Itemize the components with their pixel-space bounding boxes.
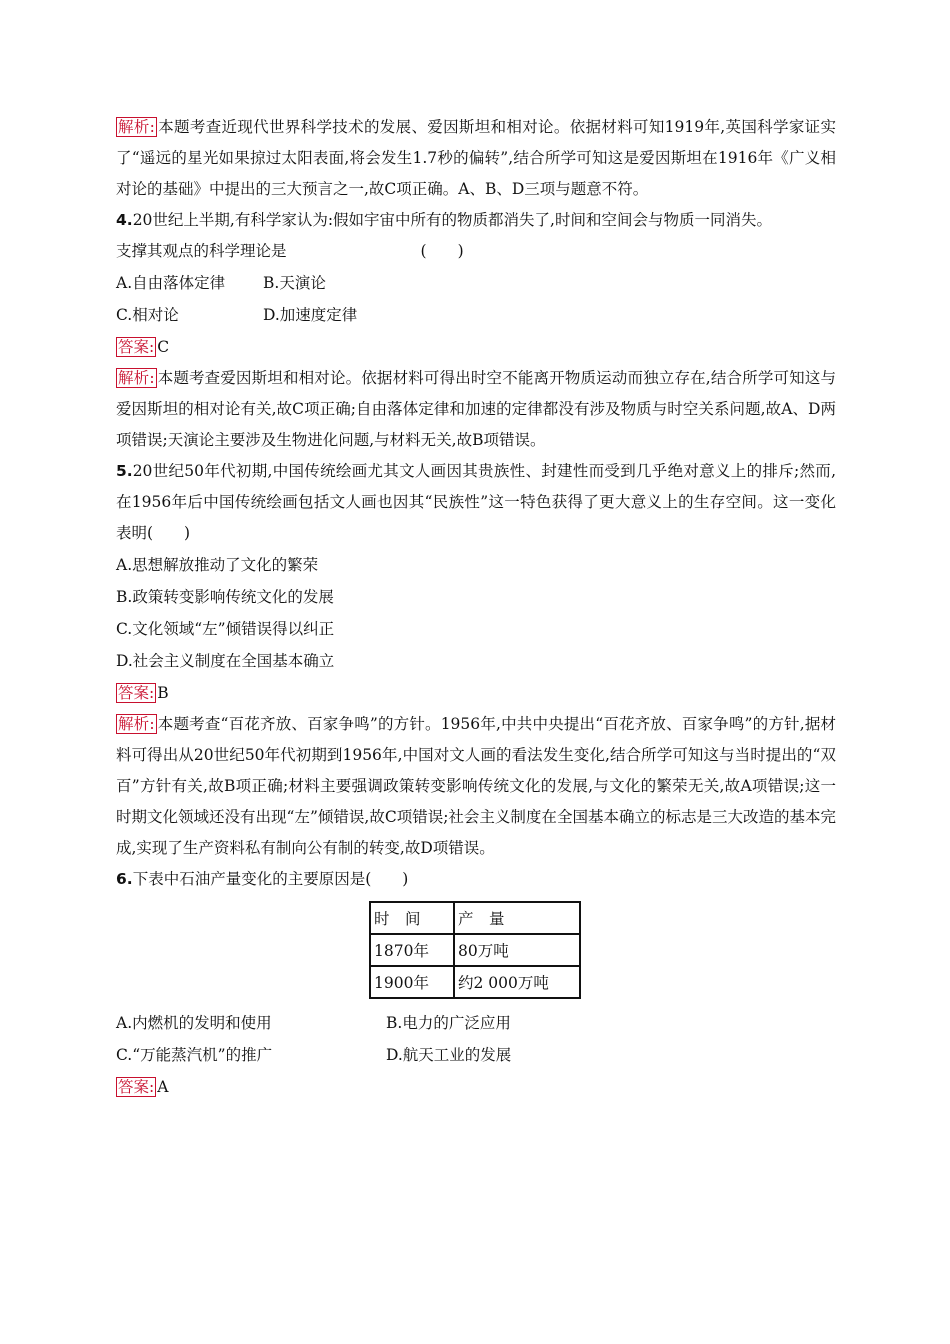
answer-tag: 答案: — [118, 684, 155, 702]
q6-answer-value: A — [157, 1078, 169, 1096]
table-header-row — [370, 902, 580, 934]
q6-options-row2 — [116, 1039, 836, 1071]
q5-option-a: A.思想解放推动了文化的繁荣 — [116, 556, 319, 574]
q6-options-row1 — [116, 1007, 836, 1039]
q5-analysis-text: 本题考查“百花齐放、百家争鸣”的方针。1956年,中共中央提出“百花齐放、百家争鸣”的方针,据材料可得出从20世纪50年代初期到1956年,中国对文人画的看法发生变化,结合所学可知这与当时提出的“双百”方针有关,故B项正确;材料主要强调政策转变影响传统文化的发展,与文化的繁荣无关,故A项错误;这一时期文化领域还没有出现“左”倾错误,故C项错误;社会主义制度在全国基本确立的标志是三大改造的基本完成,实现了生产资料私有制向公有制的转变,故D项错误。 — [116, 715, 837, 857]
table-cell: 1870年 — [370, 934, 454, 966]
q4-answer-value: C — [157, 338, 170, 356]
q5-stem-text: 20世纪50年代初期,中国传统绘画尤其文人画因其贵族性、封建性而受到几乎绝对意义上的排斥;然而,在1956年后中国传统绘画包括文人画也因其“民族性”这一特色获得了更大意义上的生存空间。这一变化表明( ) — [116, 462, 836, 542]
q5-option-b: B.政策转变影响传统文化的发展 — [116, 588, 334, 606]
answer-tag: 答案: — [118, 1078, 155, 1096]
analysis-tag: 解析: — [118, 715, 155, 733]
q6-option-a: A.内燃机的发明和使用 — [116, 1014, 272, 1032]
q6-stem-text: 下表中石油产量变化的主要原因是( ) — [132, 870, 409, 888]
analysis-tag: 解析: — [118, 369, 155, 387]
q4-stem-text2: 支撑其观点的科学理论是 — [116, 242, 287, 260]
q4-options-row2 — [116, 299, 836, 331]
table-header-output: 产 量 — [454, 902, 580, 934]
q4-option-b: B.天演论 — [263, 274, 326, 292]
document-page — [116, 112, 836, 1103]
q5-number: 5. — [116, 462, 133, 480]
q4-stem-line2 — [116, 236, 836, 267]
q6-answer — [116, 1071, 836, 1103]
answer-tag: 答案: — [118, 338, 155, 356]
q5-option-c: C.文化领域“左”倾错误得以纠正 — [116, 620, 335, 638]
q5-answer — [116, 677, 836, 709]
q4-stem-text1: 20世纪上半期,有科学家认为:假如宇宙中所有的物质都消失了,时间和空间会与物质一同消失。 — [132, 211, 772, 229]
q4-option-d: D.加速度定律 — [263, 306, 358, 324]
q4-analysis — [116, 363, 836, 456]
analysis-tag: 解析: — [118, 118, 155, 136]
q6-option-c: C.“万能蒸汽机”的推广 — [116, 1046, 273, 1064]
q4-stem-line1 — [116, 205, 836, 236]
q4-paren: ( ) — [420, 242, 464, 260]
table-row — [370, 934, 580, 966]
q4-options-row1 — [116, 267, 836, 299]
oil-production-table — [369, 901, 581, 999]
q4-answer — [116, 331, 836, 363]
q3-analysis-text: 本题考查近现代世界科学技术的发展、爱因斯坦和相对论。依据材料可知1919年,英国科学家证实了“遥远的星光如果掠过太阳表面,将会发生1.7秒的偏转”,结合所学可知这是爱因斯坦在1916年《广义相对论的基础》中提出的三大预言之一,故C项正确。A、B、D三项与题意不符。 — [116, 118, 836, 198]
q5-analysis — [116, 709, 836, 864]
table-row — [370, 966, 580, 998]
q5-answer-value: B — [157, 684, 169, 702]
q6-option-b: B.电力的广泛应用 — [386, 1014, 511, 1032]
q4-option-c: C.相对论 — [116, 306, 179, 324]
q5-option-d: D.社会主义制度在全国基本确立 — [116, 652, 335, 670]
q6-number: 6. — [116, 870, 133, 888]
table-cell: 1900年 — [370, 966, 454, 998]
q3-analysis — [116, 112, 836, 205]
q4-number: 4. — [116, 211, 133, 229]
q6-option-d: D.航天工业的发展 — [386, 1046, 512, 1064]
q4-analysis-text: 本题考查爱因斯坦和相对论。依据材料可得出时空不能离开物质运动而独立存在,结合所学可知这与爱因斯坦的相对论有关,故C项正确;自由落体定律和加速的定律都没有涉及物质与时空关系问题,故A、D两项错误;天演论主要涉及生物进化问题,与材料无关,故B项错误。 — [116, 369, 836, 449]
q5-stem — [116, 456, 836, 549]
q6-stem — [116, 864, 836, 895]
q4-option-a: A.自由落体定律 — [116, 274, 226, 292]
table-cell: 约2 000万吨 — [454, 966, 580, 998]
table-header-time: 时 间 — [370, 902, 454, 934]
table-cell: 80万吨 — [454, 934, 580, 966]
